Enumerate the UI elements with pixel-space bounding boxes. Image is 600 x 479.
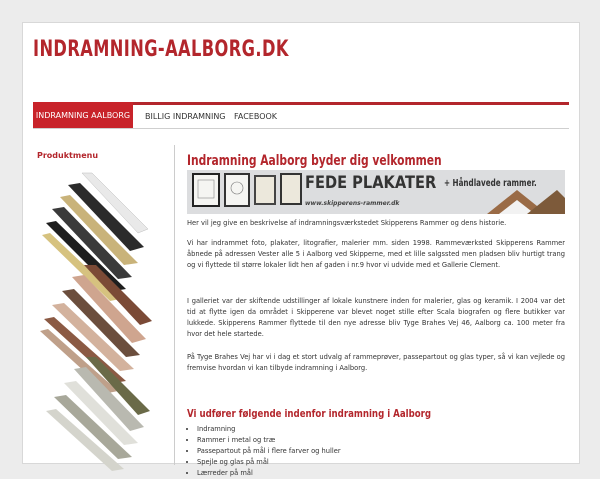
banner-headline: FEDE PLAKATER [305,173,437,193]
banner-subtext: + Håndlavede rammer. [444,178,537,189]
frame-samples [38,171,162,445]
nav-item-facebook[interactable]: FACEBOOK [234,112,278,121]
list-item: • Passepartout på mål i flere farver og huller [197,446,341,457]
list-item: • Lærreder på mål [197,468,341,479]
nav-item-indramning-aalborg[interactable]: INDRAMNING AALBORG [33,102,133,128]
history-paragraph-1: Vi har indrammet foto, plakater, litografier, malerier mm. siden 1998. Rammeværksted Skipperens Rammer åbnede på adressen Vester alle 5 i Aalborg ved Skipperne, med et lille salgssted men pladsen bliv hurtigt trang og vi flyttede til større lokaler lidt hen af gaden i nr.9 hvor vi udvide med et Gallerie Clement. [187,239,565,269]
services-list [187,424,341,479]
main-nav [33,102,569,129]
list-item: • Rammer i metal og træ [197,435,341,446]
list-item: • Spejle og glas på mål [197,457,341,468]
page-heading: Indramning Aalborg byder dig velkommen [187,153,442,169]
page-container [22,22,580,477]
nav-item-billig-indramning[interactable]: BILLIG INDRAMNING [145,112,226,121]
sidebar [33,145,175,465]
banner-url: www.skipperens-rammer.dk [305,200,400,207]
services-heading: Vi udfører følgende indenfor indramning i Aalborg [187,407,432,420]
history-paragraph-2: I galleriet var der skiftende udstillinger af lokale kunstnere inden for malerier, glas og keramik. I 2004 var det tid at flytte igen da området i Skipperene var blevet noget stille efter Scala biografen og flere butikker var lukkede. Skipperens Rammer flyttede til den nye adresse bliv Tyge Brahes Vej 46, Aalborg ca. 100 meter fra hvor det hele startede. [187,297,565,338]
site-title[interactable]: INDRAMNING-AALBORG.DK [33,37,289,62]
sidebar-heading: Produktmenu [37,151,99,160]
intro-paragraph: Her vil jeg give en beskrivelse af indramningsværkstedet Skipperens Rammer og dens historie. [187,219,507,227]
frame-sample-black[interactable] [42,173,148,301]
history-paragraph-3: På Tyge Brahes Vej har vi i dag et stort udvalg af rammeprøver, passepartout og glas typer, så vi kan vejlede og fremvise hvordan vi kan tilbyde indramning i Aalborg. [187,353,565,372]
list-item: • Indramning [197,424,341,435]
banner-image[interactable] [187,170,565,214]
